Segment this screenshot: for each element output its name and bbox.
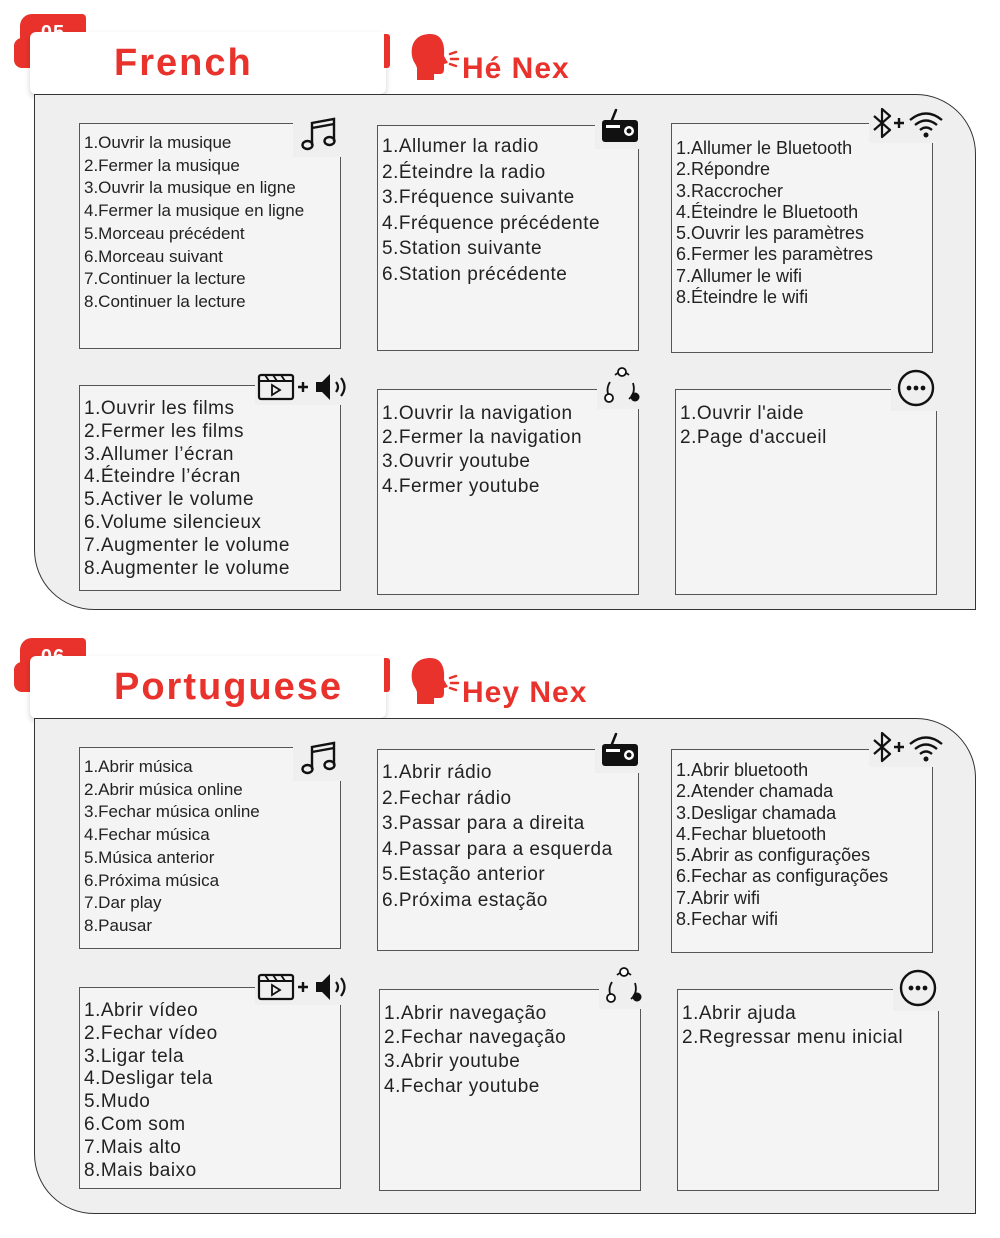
command-item: 3.Fréquence suivante (382, 187, 575, 208)
bluetooth-wifi-icon (869, 105, 949, 143)
command-item: 6.Próxima estação (382, 889, 548, 911)
command-item: 3.Passar para a direita (382, 813, 585, 834)
command-item: 8.Continuer la lecture (84, 291, 246, 311)
command-item: 4.Desligar tela (84, 1068, 213, 1090)
command-item: 4.Éteindre l’écran (84, 466, 241, 488)
command-card-help (675, 389, 937, 595)
command-item: 4.Fechar youtube (384, 1075, 540, 1097)
command-list (80, 988, 340, 1182)
banner-edge (384, 658, 390, 692)
music-note-icon (293, 113, 345, 157)
command-item: 2.Fermer la musique (84, 155, 240, 175)
command-item: 2.Éteindre la radio (382, 161, 546, 183)
commands-panel (34, 718, 976, 1214)
command-item: 4.Fechar música (84, 825, 210, 845)
command-item: 2.Page d'accueil (680, 427, 827, 449)
command-item: 8.Éteindre le wifi (676, 287, 809, 308)
banner-edge (384, 34, 390, 68)
section-portuguese (0, 632, 1000, 1238)
command-item: 1.Ouvrir les films (84, 398, 235, 419)
command-list (672, 750, 932, 930)
command-card-help (677, 989, 939, 1191)
command-item: 2.Fermer les films (84, 420, 244, 442)
music-note-icon (293, 737, 345, 781)
command-item: 7.Mais alto (84, 1136, 182, 1158)
command-item: 5.Mudo (84, 1091, 151, 1113)
command-item: 7.Dar play (84, 893, 162, 913)
command-item: 3.Desligar chamada (676, 802, 837, 823)
command-item: 3.Fechar música online (84, 802, 260, 822)
bluetooth-wifi-icon (869, 729, 949, 767)
language-banner (30, 656, 386, 718)
command-item: 2.Regressar menu inicial (682, 1027, 904, 1049)
command-item: 7.Continuer la lecture (84, 269, 246, 289)
command-item: 4.Éteindre le Bluetooth (676, 201, 859, 222)
command-item: 8.Augmenter le volume (84, 557, 290, 579)
command-item: 6.Morceau suivant (84, 246, 223, 266)
wake-word: Hey Nex (462, 676, 588, 709)
command-item: 8.Fechar wifi (676, 909, 779, 930)
language-banner (30, 32, 386, 94)
command-item: 1.Abrir vídeo (84, 1000, 199, 1021)
command-item: 5.Morceau précédent (84, 223, 245, 243)
command-card-radio (377, 125, 639, 351)
command-item: 8.Pausar (84, 915, 153, 935)
command-card-navigation (379, 989, 641, 1191)
command-item: 1.Abrir rádio (382, 762, 492, 783)
command-item: 5.Ouvrir les paramètres (676, 223, 865, 244)
command-item: 6.Volume silencieux (84, 511, 262, 533)
command-item: 8.Mais baixo (84, 1159, 197, 1181)
video-volume-icon (255, 969, 355, 1005)
command-item: 4.Passar para a esquerda (382, 838, 613, 860)
command-item: 1.Abrir música (84, 757, 193, 776)
command-item: 2.Fechar vídeo (84, 1022, 218, 1044)
command-item: 3.Allumer l’écran (84, 443, 234, 465)
command-item: 5.Activer le volume (84, 489, 255, 511)
command-item: 4.Fermer la musique en ligne (84, 201, 305, 221)
command-item: 6.Próxima música (84, 870, 220, 890)
radio-icon (595, 105, 645, 149)
command-card-bluetooth (671, 123, 933, 353)
command-item: 7.Augmenter le volume (84, 534, 290, 556)
navigation-icon (599, 963, 649, 1009)
language-title: French (114, 41, 253, 84)
more-options-icon (893, 965, 943, 1011)
command-item: 2.Atender chamada (676, 781, 834, 802)
command-item: 2.Fermer la navigation (382, 427, 583, 449)
command-item: 1.Ouvrir l'aide (680, 403, 805, 424)
command-item: 5.Música anterior (84, 847, 215, 867)
command-item: 1.Allumer le Bluetooth (676, 138, 853, 158)
command-item: 7.Allumer le wifi (676, 265, 803, 286)
command-item: 3.Raccrocher (676, 180, 784, 201)
command-item: 4.Fermer youtube (382, 475, 540, 497)
command-card-bluetooth (671, 749, 933, 953)
command-item: 3.Ligar tela (84, 1045, 185, 1067)
command-item: 2.Fechar rádio (382, 787, 512, 809)
command-card-video (79, 987, 341, 1189)
navigation-icon (597, 363, 647, 409)
radio-icon (595, 729, 645, 773)
command-item: 1.Ouvrir la navigation (382, 403, 573, 424)
command-item: 1.Abrir navegação (384, 1003, 547, 1024)
command-card-video (79, 385, 341, 591)
command-card-navigation (377, 389, 639, 595)
speaking-head-icon (408, 654, 460, 714)
command-item: 5.Estação anterior (382, 864, 546, 885)
command-list (672, 124, 932, 308)
command-list (378, 750, 638, 913)
command-item: 1.Ouvrir la musique (84, 133, 232, 152)
commands-panel (34, 94, 976, 610)
command-item: 6.Fermer les paramètres (676, 244, 874, 265)
command-list (80, 386, 340, 580)
wake-word: Hé Nex (462, 52, 570, 85)
command-item: 3.Ouvrir la musique en ligne (84, 178, 296, 198)
language-title: Portuguese (114, 665, 344, 708)
command-item: 1.Allumer la radio (382, 136, 539, 157)
command-item: 6.Station précédente (382, 263, 568, 285)
section-french (0, 8, 1000, 618)
command-item: 2.Répondre (676, 159, 771, 180)
command-item: 2.Fechar navegação (384, 1027, 567, 1049)
command-list (378, 126, 638, 287)
more-options-icon (891, 365, 941, 411)
video-volume-icon (255, 369, 355, 405)
command-card-radio (377, 749, 639, 951)
command-item: 3.Ouvrir youtube (382, 451, 531, 473)
command-item: 2.Abrir música online (84, 779, 243, 799)
command-item: 6.Com som (84, 1113, 186, 1135)
command-item: 4.Fréquence précédente (382, 212, 601, 234)
speaking-head-icon (408, 30, 460, 90)
command-item: 5.Station suivante (382, 238, 543, 259)
command-item: 6.Fechar as configurações (676, 866, 889, 887)
command-item: 1.Abrir bluetooth (676, 760, 809, 780)
command-item: 3.Abrir youtube (384, 1051, 521, 1073)
command-item: 4.Fechar bluetooth (676, 823, 827, 844)
command-item: 7.Abrir wifi (676, 887, 761, 908)
command-item: 1.Abrir ajuda (682, 1003, 797, 1024)
command-item: 5.Abrir as configurações (676, 845, 871, 866)
